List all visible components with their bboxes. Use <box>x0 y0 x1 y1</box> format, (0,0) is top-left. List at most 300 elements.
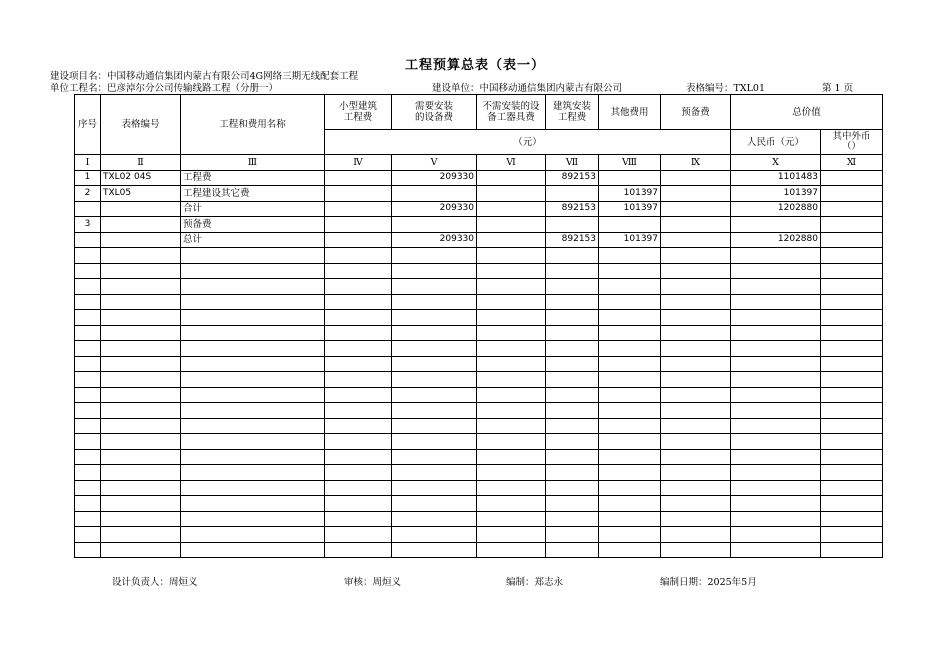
table-cell <box>101 527 181 543</box>
table-cell <box>731 418 821 434</box>
blank-row <box>75 248 883 264</box>
table-cell <box>477 217 546 233</box>
footer-reviewer: 审核：周烜义 <box>344 577 402 588</box>
table-cell <box>75 511 101 527</box>
table-cell <box>325 372 392 388</box>
blank-row <box>75 279 883 295</box>
table-cell <box>661 325 731 341</box>
table-cell <box>661 542 731 558</box>
table-cell <box>821 232 883 248</box>
table-cell <box>101 418 181 434</box>
header-other: 其他费用 <box>599 95 661 130</box>
table-cell <box>731 279 821 295</box>
header-form-no: 表格编号 <box>101 95 181 155</box>
blank-row <box>75 294 883 310</box>
table-cell: 101397 <box>599 232 661 248</box>
table-cell <box>181 341 325 357</box>
table-cell <box>821 465 883 481</box>
table-cell <box>392 542 477 558</box>
table-cell <box>821 341 883 357</box>
table-cell <box>661 418 731 434</box>
table-cell <box>731 341 821 357</box>
table-cell <box>731 480 821 496</box>
table-cell <box>546 294 599 310</box>
header-rmb: 人民币（元） <box>731 130 821 155</box>
table-cell <box>392 248 477 264</box>
table-cell <box>101 542 181 558</box>
table-cell <box>731 294 821 310</box>
table-cell <box>477 372 546 388</box>
table-cell <box>75 356 101 372</box>
blank-row <box>75 356 883 372</box>
table-cell <box>546 527 599 543</box>
table-cell <box>821 201 883 217</box>
table-cell <box>101 232 181 248</box>
table-cell: 1 <box>75 170 101 186</box>
table-cell <box>325 186 392 202</box>
table-cell <box>599 279 661 295</box>
table-cell <box>181 372 325 388</box>
table-cell: 892153 <box>546 201 599 217</box>
footer-compiler: 编制：郑志永 <box>506 577 564 588</box>
table-cell <box>661 434 731 450</box>
table-cell <box>599 542 661 558</box>
table-cell <box>325 418 392 434</box>
table-cell <box>181 310 325 326</box>
footer-date: 编制日期：2025年5月 <box>660 577 757 588</box>
page-number: 第 1 页 <box>822 83 854 94</box>
table-cell <box>599 341 661 357</box>
table-cell <box>599 511 661 527</box>
table-cell: 209330 <box>392 170 477 186</box>
table-cell <box>181 403 325 419</box>
table-cell <box>75 496 101 512</box>
table-cell <box>546 217 599 233</box>
table-cell <box>661 186 731 202</box>
table-cell <box>477 511 546 527</box>
table-cell <box>546 434 599 450</box>
project-name: 建设项目名：中国移动通信集团内蒙古有限公司4G网络三期无线配套工程 <box>50 71 359 82</box>
table-cell <box>731 325 821 341</box>
table-cell <box>101 403 181 419</box>
table-cell <box>392 294 477 310</box>
table-row <box>75 201 883 217</box>
blank-row <box>75 341 883 357</box>
table-cell <box>325 527 392 543</box>
table-cell <box>392 496 477 512</box>
table-cell <box>325 542 392 558</box>
table-cell <box>101 294 181 310</box>
table-cell <box>392 341 477 357</box>
table-cell: TXL05 <box>101 186 181 202</box>
blank-row <box>75 418 883 434</box>
table-cell <box>181 511 325 527</box>
table-cell <box>599 496 661 512</box>
table-cell <box>477 356 546 372</box>
table-cell: 101397 <box>599 186 661 202</box>
table-cell <box>75 418 101 434</box>
table-cell: 892153 <box>546 170 599 186</box>
roman-cell: Ⅸ <box>661 155 731 171</box>
table-cell <box>181 356 325 372</box>
table-cell <box>546 403 599 419</box>
table-cell <box>101 387 181 403</box>
table-cell <box>477 248 546 264</box>
table-cell <box>392 356 477 372</box>
table-cell <box>731 356 821 372</box>
table-cell <box>75 449 101 465</box>
table-cell <box>546 279 599 295</box>
table-cell <box>821 434 883 450</box>
blank-row <box>75 387 883 403</box>
table-cell <box>181 449 325 465</box>
table-cell <box>821 294 883 310</box>
table-cell <box>181 418 325 434</box>
blank-row <box>75 372 883 388</box>
table-cell <box>101 434 181 450</box>
header-construction: 建筑安装 工程费 <box>546 95 599 130</box>
table-cell <box>477 465 546 481</box>
table-cell <box>325 279 392 295</box>
table-cell <box>325 325 392 341</box>
roman-cell: Ⅴ <box>392 155 477 171</box>
table-cell <box>392 186 477 202</box>
table-cell <box>731 527 821 543</box>
table-cell <box>599 325 661 341</box>
table-cell <box>325 217 392 233</box>
builder-unit: 建设单位：中国移动通信集团内蒙古有限公司 <box>432 83 623 94</box>
table-cell <box>101 325 181 341</box>
table-cell <box>661 201 731 217</box>
table-cell <box>477 232 546 248</box>
table-cell <box>821 279 883 295</box>
table-cell <box>821 449 883 465</box>
footer-designer: 设计负责人：周烜义 <box>112 577 198 588</box>
table-cell <box>731 542 821 558</box>
blank-row <box>75 542 883 558</box>
table-cell <box>477 294 546 310</box>
table-cell <box>325 511 392 527</box>
table-cell <box>731 449 821 465</box>
table-cell <box>546 418 599 434</box>
table-cell <box>599 403 661 419</box>
roman-cell: Ⅰ <box>75 155 101 171</box>
table-cell <box>599 449 661 465</box>
blank-row <box>75 496 883 512</box>
table-cell: TXL02 04S <box>101 170 181 186</box>
table-cell <box>546 372 599 388</box>
table-row <box>75 232 883 248</box>
roman-cell: Ⅱ <box>101 155 181 171</box>
table-row <box>75 217 883 233</box>
table-cell <box>101 356 181 372</box>
roman-cell: Ⅵ <box>477 155 546 171</box>
table-cell <box>392 465 477 481</box>
table-cell <box>661 248 731 264</box>
table-cell <box>731 310 821 326</box>
header-small-building: 小型建筑 工程费 <box>325 95 392 130</box>
table-cell <box>325 248 392 264</box>
table-cell <box>181 465 325 481</box>
table-cell <box>325 356 392 372</box>
table-cell <box>181 496 325 512</box>
roman-cell: Ⅲ <box>181 155 325 171</box>
table-cell <box>181 542 325 558</box>
table-cell <box>731 403 821 419</box>
blank-row <box>75 263 883 279</box>
table-cell: 1202880 <box>731 201 821 217</box>
table-cell <box>546 341 599 357</box>
table-cell <box>101 511 181 527</box>
table-cell: 工程费 <box>181 170 325 186</box>
table-cell <box>181 325 325 341</box>
header-equip-no-install: 不需安装的设 备工器具费 <box>477 95 546 130</box>
table-cell <box>731 465 821 481</box>
table-cell <box>731 387 821 403</box>
table-cell <box>821 418 883 434</box>
table-cell <box>821 310 883 326</box>
table-cell <box>661 527 731 543</box>
table-cell <box>75 387 101 403</box>
table-cell <box>661 310 731 326</box>
table-cell <box>821 356 883 372</box>
table-cell: 1202880 <box>731 232 821 248</box>
blank-row <box>75 527 883 543</box>
table-cell <box>75 403 101 419</box>
table-cell <box>821 217 883 233</box>
table-cell <box>101 248 181 264</box>
table-cell <box>661 356 731 372</box>
table-cell <box>661 170 731 186</box>
table-cell <box>546 480 599 496</box>
table-cell <box>821 511 883 527</box>
blank-row <box>75 449 883 465</box>
table-cell <box>599 418 661 434</box>
table-cell <box>75 232 101 248</box>
table-cell <box>75 372 101 388</box>
table-cell <box>821 248 883 264</box>
table-cell <box>546 496 599 512</box>
table-cell <box>821 403 883 419</box>
table-cell <box>731 496 821 512</box>
table-cell <box>325 341 392 357</box>
header-total: 总价值 <box>731 95 883 130</box>
blank-row <box>75 465 883 481</box>
table-cell <box>599 372 661 388</box>
table-cell <box>181 263 325 279</box>
table-cell <box>599 294 661 310</box>
table-cell <box>392 449 477 465</box>
table-cell <box>661 279 731 295</box>
header-equip-install: 需要安装 的设备费 <box>392 95 477 130</box>
table-cell <box>477 341 546 357</box>
table-cell <box>599 310 661 326</box>
table-cell <box>661 341 731 357</box>
table-cell <box>661 217 731 233</box>
blank-row <box>75 325 883 341</box>
header-foreign: 其中外币 （） <box>821 130 883 155</box>
table-cell <box>181 480 325 496</box>
table-cell: 209330 <box>392 201 477 217</box>
blank-row <box>75 480 883 496</box>
table-cell <box>75 527 101 543</box>
table-cell <box>661 511 731 527</box>
table-cell <box>821 542 883 558</box>
table-cell <box>392 217 477 233</box>
table-cell <box>599 170 661 186</box>
table-cell <box>75 263 101 279</box>
table-cell: 101397 <box>599 201 661 217</box>
table-cell <box>599 527 661 543</box>
table-cell <box>181 248 325 264</box>
table-cell <box>101 310 181 326</box>
table-cell <box>392 480 477 496</box>
table-cell <box>731 248 821 264</box>
table-cell: 工程建设其它费 <box>181 186 325 202</box>
table-cell: 892153 <box>546 232 599 248</box>
table-cell <box>599 217 661 233</box>
roman-cell: Ⅷ <box>599 155 661 171</box>
table-cell <box>392 372 477 388</box>
table-cell <box>477 325 546 341</box>
table-cell <box>101 263 181 279</box>
table-cell <box>546 325 599 341</box>
table-cell <box>392 527 477 543</box>
table-cell <box>477 527 546 543</box>
table-cell <box>821 480 883 496</box>
table-cell <box>477 418 546 434</box>
table-cell <box>599 480 661 496</box>
budget-summary-table <box>74 94 883 558</box>
table-cell <box>181 434 325 450</box>
table-cell <box>661 496 731 512</box>
table-cell <box>181 294 325 310</box>
roman-cell: Ⅳ <box>325 155 392 171</box>
table-cell <box>101 372 181 388</box>
table-cell <box>821 372 883 388</box>
table-cell <box>599 465 661 481</box>
table-cell <box>477 480 546 496</box>
table-cell <box>661 387 731 403</box>
unit-project-name: 单位工程名：巴彦淖尔分公司传输线路工程（分册一） <box>50 83 279 94</box>
table-cell <box>181 279 325 295</box>
table-cell <box>75 325 101 341</box>
table-cell <box>392 279 477 295</box>
blank-row <box>75 403 883 419</box>
table-cell <box>477 170 546 186</box>
table-cell <box>477 279 546 295</box>
table-cell <box>181 527 325 543</box>
table-cell <box>392 418 477 434</box>
table-cell <box>325 263 392 279</box>
blank-row <box>75 511 883 527</box>
table-cell <box>661 294 731 310</box>
table-cell <box>661 263 731 279</box>
table-cell <box>101 341 181 357</box>
roman-cell: Ⅶ <box>546 155 599 171</box>
header-unit-yuan: （元） <box>325 130 731 155</box>
header-reserve: 预备费 <box>661 95 731 130</box>
table-cell <box>477 449 546 465</box>
table-cell <box>661 232 731 248</box>
table-cell <box>477 496 546 512</box>
table-cell <box>821 527 883 543</box>
table-cell <box>599 434 661 450</box>
table-cell <box>661 449 731 465</box>
table-cell <box>546 356 599 372</box>
table-cell <box>661 465 731 481</box>
table-cell <box>599 248 661 264</box>
table-cell <box>599 263 661 279</box>
table-cell <box>477 310 546 326</box>
table-cell <box>546 186 599 202</box>
header-seq: 序号 <box>75 95 101 155</box>
table-cell <box>75 542 101 558</box>
table-cell <box>546 449 599 465</box>
table-cell <box>477 263 546 279</box>
table-cell <box>392 434 477 450</box>
table-cell <box>546 248 599 264</box>
table-cell <box>821 263 883 279</box>
table-cell: 总计 <box>181 232 325 248</box>
table-cell: 3 <box>75 217 101 233</box>
table-cell <box>661 372 731 388</box>
table-cell: 合计 <box>181 201 325 217</box>
table-cell <box>821 325 883 341</box>
table-cell <box>75 201 101 217</box>
table-cell <box>325 480 392 496</box>
table-cell <box>75 434 101 450</box>
table-cell: 2 <box>75 186 101 202</box>
table-cell <box>75 248 101 264</box>
table-cell <box>599 387 661 403</box>
table-cell <box>392 263 477 279</box>
table-cell <box>392 387 477 403</box>
table-row <box>75 186 883 202</box>
table-cell <box>325 403 392 419</box>
table-cell <box>661 403 731 419</box>
header-name: 工程和费用名称 <box>181 95 325 155</box>
table-cell <box>731 511 821 527</box>
table-cell <box>101 496 181 512</box>
table-cell <box>325 434 392 450</box>
table-cell <box>101 217 181 233</box>
table-cell <box>181 387 325 403</box>
table-cell <box>821 387 883 403</box>
table-cell <box>477 186 546 202</box>
roman-cell: Ⅹ <box>731 155 821 171</box>
table-cell <box>325 310 392 326</box>
table-cell <box>101 279 181 295</box>
table-cell <box>75 465 101 481</box>
roman-numeral-row <box>75 155 883 171</box>
table-cell <box>392 325 477 341</box>
table-cell <box>101 201 181 217</box>
table-cell <box>661 480 731 496</box>
table-cell <box>75 279 101 295</box>
table-cell <box>325 294 392 310</box>
table-cell <box>325 170 392 186</box>
table-cell: 209330 <box>392 232 477 248</box>
table-cell <box>477 542 546 558</box>
table-cell <box>731 263 821 279</box>
table-cell <box>477 387 546 403</box>
form-number: 表格编号：TXL01 <box>686 83 765 94</box>
table-cell: 1101483 <box>731 170 821 186</box>
table-cell <box>821 170 883 186</box>
table-row <box>75 170 883 186</box>
table-cell <box>477 434 546 450</box>
